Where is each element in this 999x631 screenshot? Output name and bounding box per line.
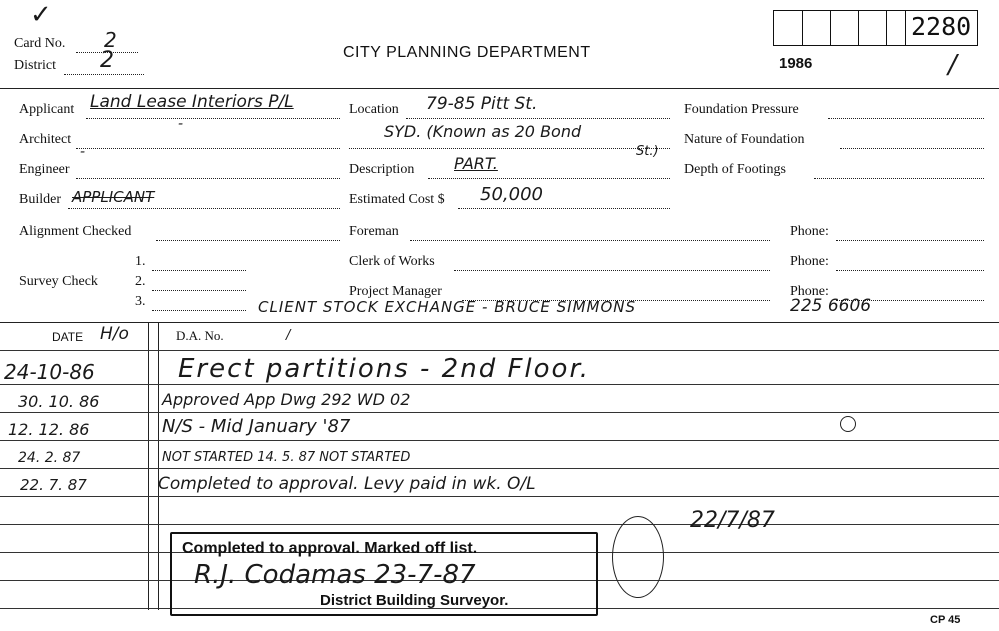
approval-stamp: [170, 532, 598, 616]
alignment-label: Alignment Checked: [19, 224, 132, 239]
district-label: District: [14, 58, 56, 73]
table-row: Completed to approval. Levy paid in wk. O/L: [158, 474, 536, 494]
foundation-pressure-label: Foundation Pressure: [684, 102, 799, 117]
date-column-header: DATE: [52, 330, 84, 344]
survey-label: Survey Check: [19, 274, 98, 289]
card-no-label: Card No.: [14, 36, 66, 51]
table-row: 24. 2. 87: [18, 450, 81, 466]
slash-mark: /: [948, 50, 957, 80]
engineer-label: Engineer: [19, 162, 70, 177]
district-value: 2: [100, 48, 114, 73]
phone-label: Phone:: [790, 254, 829, 269]
location-value-2: SYD. (Known as 20 Bond: [384, 122, 582, 141]
stamp-signature: R.J. Codamas 23-7-87: [194, 560, 476, 590]
table-row: 12. 12. 86: [8, 420, 90, 439]
estimated-cost-value: 50,000: [480, 184, 543, 205]
description-label: Description: [349, 162, 415, 177]
card-number-box: [858, 10, 887, 46]
survey-num: 1.: [135, 254, 146, 269]
card-number-box: [802, 10, 831, 46]
location-value: 79-85 Pitt St.: [426, 94, 538, 114]
builder-label: Builder: [19, 192, 61, 207]
applicant-value: Land Lease Interiors P/L: [90, 92, 294, 112]
survey-num: 2.: [135, 274, 146, 289]
table-row: 30. 10. 86: [18, 392, 100, 411]
table-row: 24-10-86: [4, 360, 95, 384]
survey-num: 3.: [135, 294, 146, 309]
card-number-box: [830, 10, 859, 46]
stamp-line-1: Completed to approval. Marked off list.: [182, 540, 478, 557]
architect-label: Architect: [19, 132, 72, 147]
form-code: CP 45: [930, 614, 961, 626]
builder-value: APPLICANT: [72, 188, 155, 206]
da-header-mark: /: [286, 328, 291, 343]
engineer-value: -: [80, 144, 86, 160]
depth-of-footings-label: Depth of Footings: [684, 162, 786, 177]
table-row: N/S - Mid January '87: [162, 416, 351, 437]
location-value-3: St.): [636, 144, 659, 159]
clerk-of-works-label: Clerk of Works: [349, 254, 435, 269]
nature-of-foundation-label: Nature of Foundation: [684, 132, 805, 147]
page-title: CITY PLANNING DEPARTMENT: [343, 44, 591, 61]
check-mark-icon: ✓: [30, 0, 52, 30]
year-label: 1986: [779, 55, 813, 72]
initials-loop-icon: [612, 516, 664, 598]
table-row: Approved App Dwg 292 WD 02: [162, 390, 411, 409]
estimated-cost-label: Estimated Cost $: [349, 192, 445, 207]
phone-label: Phone:: [790, 284, 829, 299]
card-number-box: [773, 10, 803, 46]
description-value: PART.: [454, 154, 498, 173]
card-no-value: 2: [104, 28, 117, 52]
phone-label: Phone:: [790, 224, 829, 239]
client-line: CLIENT STOCK EXCHANGE - BRUCE SIMMONS: [258, 298, 637, 316]
applicant-label: Applicant: [19, 102, 75, 117]
architect-value: -: [178, 116, 184, 132]
table-row: NOT STARTED 14. 5. 87 NOT STARTED: [162, 450, 411, 465]
location-label: Location: [349, 102, 399, 117]
date-header-note: H/o: [100, 324, 129, 344]
stamp-line-3: District Building Surveyor.: [320, 592, 509, 609]
foreman-label: Foreman: [349, 224, 399, 239]
card-number: 2280: [911, 12, 972, 41]
client-phone: 225 6606: [790, 296, 872, 316]
circle-mark-icon: [840, 416, 856, 432]
initials-date: 22/7/87: [690, 508, 775, 533]
table-row: 22. 7. 87: [20, 476, 87, 494]
project-manager-label: Project Manager: [349, 284, 442, 299]
da-no-column-header: D.A. No.: [176, 328, 224, 343]
card-number-box: [886, 10, 906, 46]
table-row: Erect partitions - 2nd Floor.: [178, 354, 591, 384]
